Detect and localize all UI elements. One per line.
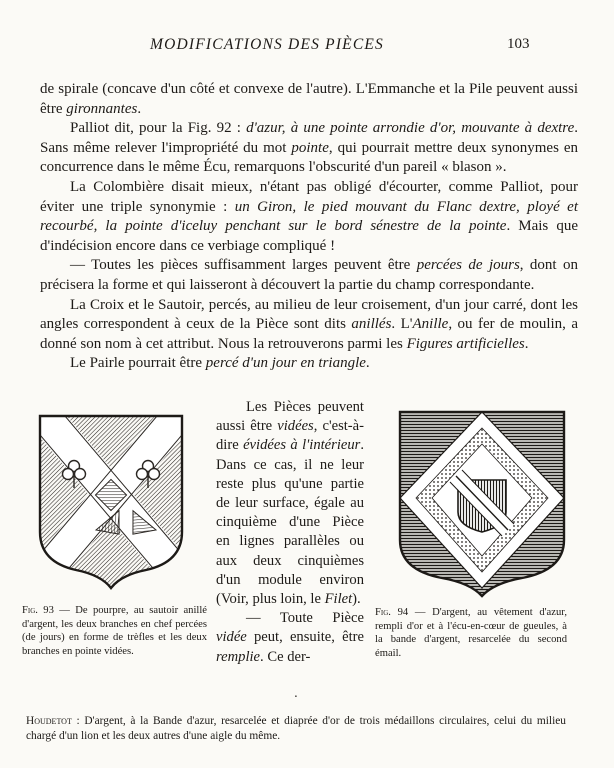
- running-title: MODIFICATIONS DES PIÈCES: [150, 36, 385, 53]
- text-run: peut, ensuite, être: [246, 629, 364, 646]
- italic-run: vidée: [216, 629, 247, 646]
- caption-text: — De pourpre, au sautoir anillé d'argent, les deux branches en chef percées (de jours) en forme de trèfles et les deux branches en pointe vidées.: [22, 605, 207, 657]
- paragraph-1: [40, 80, 578, 119]
- text-run: — Toutes les pièces suffisamment larges peuvent être: [70, 257, 417, 274]
- figures-block: [0, 398, 614, 698]
- italic-run: évidées à l'intérieur: [243, 437, 361, 454]
- paragraph-3: [40, 178, 578, 256]
- italic-run: percé d'un jour en triangle: [205, 355, 366, 372]
- italic-run: gironnantes: [66, 100, 138, 117]
- figure-label: Fig. 94: [375, 607, 409, 618]
- italic-run: vidées: [277, 418, 314, 435]
- italic-run: anillés: [351, 316, 392, 333]
- body-text: [40, 80, 578, 374]
- footnote: [26, 714, 566, 744]
- text-run: , ou fer de moulin, a donné son nom à cet attribut. Nous la retrouverons parmi les: [40, 316, 579, 352]
- caption-fig-93: [22, 604, 207, 658]
- italic-run: un Giron, le pied mouvant du Flanc dextre, ployé et recourbé, la pointe d'iceluy penchant sur le bord sénestre de la pointe: [40, 198, 578, 235]
- shield-fig-93-illustration: [36, 412, 186, 590]
- caption-text: — D'argent, au vêtement d'azur, rempli d'or et à l'écu-en-cœur de gueules, à la bande d'argent, resarcelée du second émail.: [375, 607, 567, 659]
- text-run: — Toute Pièce: [246, 610, 364, 627]
- text-run: Le Pairle pourrait être: [70, 355, 206, 372]
- italic-run: Filet: [324, 591, 353, 608]
- text-run: .: [524, 335, 529, 352]
- paragraph-6: [40, 354, 578, 374]
- caption-fig-94: [375, 606, 567, 660]
- text-run: de spirale (concave d'un côté et convexe de l'autre). L'Emmanche et la Pile peuvent aussi être: [40, 81, 578, 117]
- figure-label: Fig. 93: [22, 605, 54, 616]
- text-run: . L': [391, 316, 413, 333]
- text-run: , c'est-à-dire: [216, 418, 364, 454]
- italic-run: d'azur, à une pointe arrondie d'or, mouvante à dextre: [246, 120, 575, 137]
- text-run: . Mais que d'indécision encore dans ce verbiage compliqué !: [40, 218, 578, 254]
- paragraph-2: [40, 119, 578, 178]
- italic-run: percées de jours: [416, 257, 520, 274]
- middle-paragraph-1: [216, 398, 364, 609]
- text-run: La Colombière disait mieux, n'étant pas obligé d'écourter, comme Palliot, pour éviter une triple synonymie :: [40, 178, 578, 215]
- text-run: . Sans même relever l'impropriété du mot: [40, 120, 578, 156]
- italic-run: Figures artificielles: [406, 335, 525, 352]
- paragraph-4: [40, 256, 578, 295]
- middle-column-text: [216, 398, 364, 667]
- page-number: 103: [507, 36, 530, 52]
- italic-run: remplie: [216, 648, 261, 665]
- text-run: . Dans ce cas, il ne leur reste plus qu'une partie de leur surface, égale au cinquième d'une Pièce en lignes parallèles ou aux deux cinquièmes d'un module environ (Voir, plus loin, le: [216, 437, 364, 608]
- text-run: Palliot dit, pour la Fig. 92 :: [70, 120, 247, 137]
- text-run: . Ce der-: [260, 648, 311, 665]
- text-run: ).: [352, 591, 361, 608]
- text-run: .: [137, 100, 142, 117]
- page-header: [0, 36, 614, 58]
- footnote-name: Houdetot: [26, 715, 72, 727]
- italic-run: Anille: [412, 316, 449, 333]
- text-run: Les Pièces peuvent aussi être: [216, 399, 364, 435]
- text-run: .: [365, 355, 370, 372]
- italic-run: pointe: [291, 139, 329, 156]
- text-run: , qui pourrait mettre deux synonymes en concurrence dans le même Écu, remarquons l'obscurité d'un pareil « blason ».: [40, 139, 578, 176]
- text-run: La Croix et le Sautoir, percés, au milieu de leur croisement, d'un jour carré, dont les angles correspondent à ceux de la Pièce sont dits: [40, 296, 578, 333]
- paragraph-5: [40, 296, 578, 355]
- shield-fig-94-illustration: [396, 408, 568, 598]
- footnote-text: : D'argent, à la Bande d'azur, resarcelée et diaprée d'or de trois médaillons circulaires, celui du milieu chargé d'un lion et les deux autres d'une aigle du même.: [26, 715, 566, 742]
- page-dot: .: [294, 686, 298, 700]
- text-run: , dont on précisera la forme et qui laisseront à découvert la partie du champ correspondante.: [40, 257, 578, 293]
- middle-paragraph-2: [216, 609, 364, 667]
